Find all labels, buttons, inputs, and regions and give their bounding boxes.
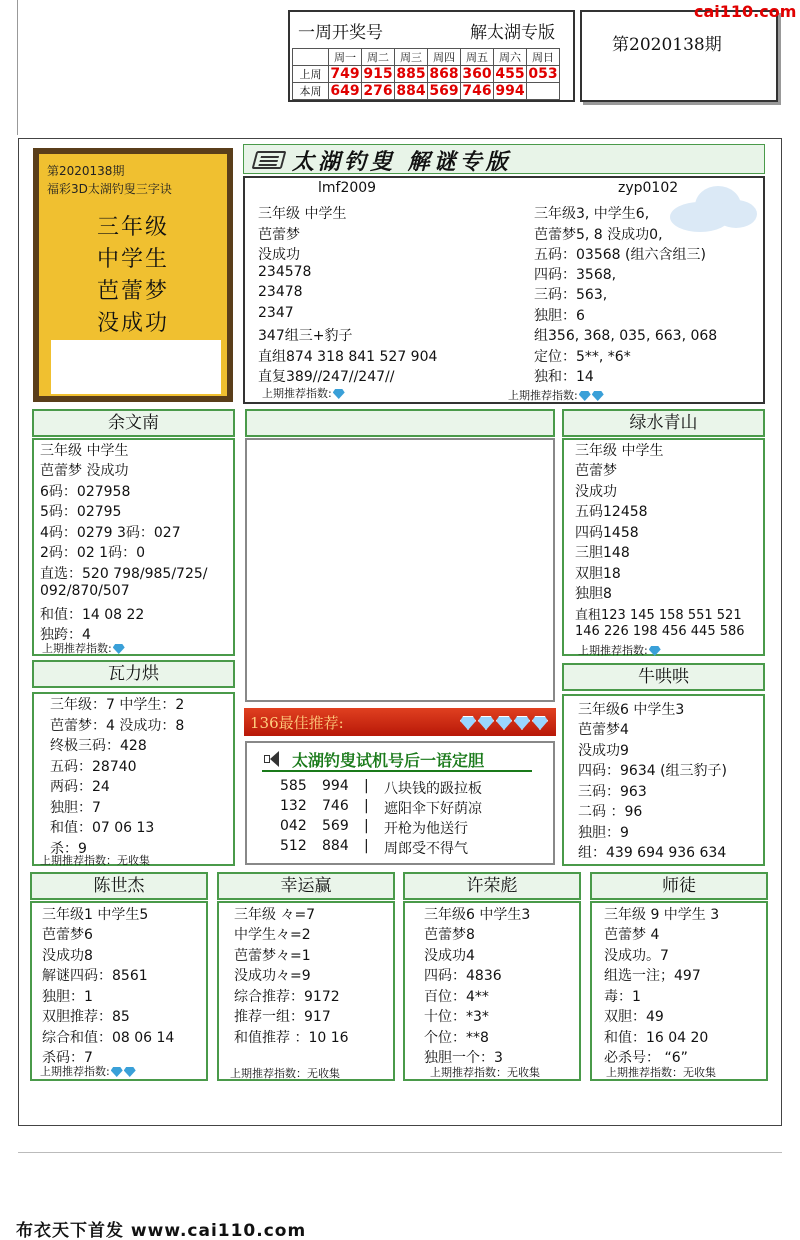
yuwennan-line: 4码：0279 3码：027 xyxy=(40,525,181,541)
niuhonghong-line: 没成功9 xyxy=(578,743,629,759)
yuwennan-line: 芭蕾梦 没成功 xyxy=(40,463,129,479)
section-header: 绿水青山 xyxy=(562,409,765,437)
chenshijie-line: 没成功8 xyxy=(42,948,93,964)
trial-a: 512 xyxy=(280,838,307,854)
day-header: 周六 xyxy=(494,49,527,66)
issue-box xyxy=(580,10,778,102)
book-icon xyxy=(252,151,287,169)
trial-a: 132 xyxy=(280,798,307,814)
trial-title: 太湖钓叟试机号后一语定胆 xyxy=(292,751,485,770)
trial-sep: | xyxy=(364,778,369,794)
niuhonghong-line: 独胆：9 xyxy=(578,825,629,841)
row-label: 上周 xyxy=(293,66,329,83)
xingyunying-line: 三年级 々=7 xyxy=(234,907,316,923)
xurongbiao-line: 四码：4836 xyxy=(424,968,502,984)
main-right-line: 芭蕾梦5, 8 没成功0, xyxy=(534,227,663,243)
day-header: 周日 xyxy=(527,49,560,66)
shitu-line: 双胆：49 xyxy=(604,1009,664,1025)
rating-label: 上期推荐指数: xyxy=(42,640,125,656)
rating-label: 上期推荐指数：无收集 xyxy=(230,1067,340,1080)
main-right-line: 定位：5**, *6* xyxy=(534,349,631,365)
gold-line: 没成功 xyxy=(97,311,170,336)
diamond-icon xyxy=(592,391,604,401)
main-title: 太湖钓叟 解谜专版 xyxy=(292,149,512,175)
walihong-line: 两码：24 xyxy=(50,779,110,795)
yuwennan-line: 三年级 中学生 xyxy=(40,443,129,459)
yuwennan-line: 5码：02795 xyxy=(40,504,122,520)
yuwennan-line: 092/870/507 xyxy=(40,583,130,599)
xingyunying-line: 芭蕾梦々=1 xyxy=(234,948,311,964)
main-right-line: 三年级3, 中学生6, xyxy=(534,206,650,222)
xingyunying-line: 综合推荐：9172 xyxy=(234,989,340,1005)
main-left-line: 23478 xyxy=(258,284,303,300)
xingyunying-line: 没成功々=9 xyxy=(234,968,311,984)
section-header: 瓦力烘 xyxy=(32,660,235,688)
trial-a: 585 xyxy=(280,778,307,794)
xurongbiao-line: 十位：*3* xyxy=(424,1009,489,1025)
issue-number: 第2020138期 xyxy=(612,35,722,55)
draw-number: 649 xyxy=(330,83,360,99)
main-left-line: 直复389//247//247// xyxy=(258,369,395,385)
weekly-results-panel xyxy=(288,10,575,102)
draw-number: 276 xyxy=(363,83,393,99)
author-name: lmf2009 xyxy=(318,180,377,196)
day-header: 周三 xyxy=(395,49,428,66)
day-header: 周五 xyxy=(461,49,494,66)
draw-number: 915 xyxy=(363,66,393,82)
rating-label: 上期推荐指数：无收集 xyxy=(430,1066,540,1079)
walihong-line: 杀：9 xyxy=(50,841,87,857)
xurongbiao-line: 独胆一个：3 xyxy=(424,1050,503,1066)
rating-label: 上期推荐指数: xyxy=(262,385,345,401)
walihong-line: 和值：07 06 13 xyxy=(50,820,155,836)
diamond-icon xyxy=(460,716,476,730)
diamond-icon xyxy=(532,716,548,730)
walihong-line: 独胆：7 xyxy=(50,800,101,816)
chenshijie-line: 综合和值：08 06 14 xyxy=(42,1030,175,1046)
lvshui-line: 直租123 145 158 551 521 xyxy=(575,608,742,623)
xurongbiao-line: 百位：4** xyxy=(424,989,489,1005)
diamond-icon xyxy=(478,716,494,730)
yuwennan-line: 和值：14 08 22 xyxy=(40,607,145,623)
walihong-line: 芭蕾梦：4 没成功：8 xyxy=(50,718,185,734)
walihong-line: 五码：28740 xyxy=(50,759,137,775)
lvshui-line: 四码1458 xyxy=(575,525,639,541)
trial-sep: | xyxy=(364,818,369,834)
niuhonghong-line: 组：439 694 936 634 xyxy=(578,845,727,861)
draw-number: 746 xyxy=(462,83,492,99)
xingyunying-line: 和值推荐 ：10 16 xyxy=(234,1030,349,1046)
chenshijie-line: 解谜四码：8561 xyxy=(42,968,148,984)
trial-sep: | xyxy=(364,798,369,814)
trial-text: 周郎受不得气 xyxy=(384,841,468,857)
walihong-line: 终极三码：428 xyxy=(50,738,147,754)
xingyunying-line: 推荐一组：917 xyxy=(234,1009,331,1025)
draw-number: 749 xyxy=(330,66,360,82)
diamond-icon xyxy=(579,391,591,401)
footer-text: 布衣天下首发 www.cai110.com xyxy=(16,1221,307,1240)
xurongbiao-line: 三年级6 中学生3 xyxy=(424,907,531,923)
rating-label: 上期推荐指数: xyxy=(578,642,661,658)
section-header: 余文南 xyxy=(32,409,235,437)
rating-label: 上期推荐指数: xyxy=(508,387,604,403)
trial-sep: | xyxy=(364,838,369,854)
diamond-icon xyxy=(333,389,345,399)
niuhonghong-line: 四码：9634 (组三豹子) xyxy=(578,763,728,779)
trial-b: 994 xyxy=(322,778,349,794)
niuhonghong-line: 三码：963 xyxy=(578,784,647,800)
lvshui-line: 芭蕾梦 xyxy=(575,463,617,479)
main-left-line: 三年级 中学生 xyxy=(258,206,347,222)
chenshijie-line: 双胆推荐：85 xyxy=(42,1009,130,1025)
section-header: 师徒 xyxy=(590,872,768,900)
main-right-line: 组356, 368, 035, 663, 068 xyxy=(534,328,718,344)
lvshui-line: 三胆148 xyxy=(575,545,630,561)
section-header: 牛哄哄 xyxy=(562,663,765,691)
day-header: 周四 xyxy=(428,49,461,66)
lvshui-line: 没成功 xyxy=(575,484,617,500)
shitu-line: 三年级 9 中学生 3 xyxy=(604,907,720,923)
trial-underline xyxy=(262,770,532,772)
gold-line: 芭蕾梦 xyxy=(97,279,170,304)
draw-number: 994 xyxy=(495,83,525,99)
draw-number: 053 xyxy=(528,66,558,82)
trial-text: 开枪为他送行 xyxy=(384,821,468,837)
draw-number: 569 xyxy=(429,83,459,99)
left-divider xyxy=(0,0,18,135)
weekly-table xyxy=(292,48,560,100)
main-right-line: 五码：03568 (组六含组三) xyxy=(534,247,706,263)
main-right-line: 四码：3568, xyxy=(534,267,617,283)
chenshijie-line: 独胆：1 xyxy=(42,989,93,1005)
rating-label: 上期推荐指数: xyxy=(40,1063,136,1079)
yuwennan-line: 6码：027958 xyxy=(40,484,131,500)
day-header: 周二 xyxy=(362,49,395,66)
diamond-icon xyxy=(113,644,125,654)
row-label: 本周 xyxy=(293,83,329,100)
shitu-line: 必杀号： “6” xyxy=(604,1050,688,1066)
diamond-icon xyxy=(649,646,661,656)
diamond-icon xyxy=(124,1067,136,1077)
draw-number: 360 xyxy=(462,66,492,82)
brand-logo[interactable]: cai110.com xyxy=(694,2,797,21)
trial-b: 884 xyxy=(322,838,349,854)
shitu-line: 芭蕾梦 4 xyxy=(604,927,660,943)
main-left-line: 芭蕾梦 xyxy=(258,227,300,243)
yuwennan-line: 直选：520 798/985/725/ xyxy=(40,566,208,582)
main-left-line: 234578 xyxy=(258,264,312,280)
gold-line: 中学生 xyxy=(97,247,170,272)
trial-text: 八块钱的趿拉板 xyxy=(384,781,482,797)
section-header: 幸运赢 xyxy=(217,872,395,900)
niuhonghong-line: 芭蕾梦4 xyxy=(578,722,629,738)
main-title-bar xyxy=(243,144,765,174)
lvshui-line: 双胆18 xyxy=(575,566,621,582)
rating-label: 上期推荐指数：无收集 xyxy=(606,1066,716,1079)
walihong-line: 三年级：7 中学生：2 xyxy=(50,697,185,713)
best-recommend-bar xyxy=(244,708,556,736)
main-left-line: 没成功 xyxy=(258,247,300,263)
diamond-icon xyxy=(496,716,512,730)
speaker-icon xyxy=(262,750,286,768)
chenshijie-line: 三年级1 中学生5 xyxy=(42,907,149,923)
gold-blank xyxy=(51,340,221,394)
gold-issue: 第2020138期 xyxy=(47,164,125,178)
trial-b: 569 xyxy=(322,818,349,834)
draw-number: 455 xyxy=(495,66,525,82)
niuhonghong-line: 三年级6 中学生3 xyxy=(578,702,685,718)
main-right-line: 独胆：6 xyxy=(534,308,585,324)
xurongbiao-line: 芭蕾梦8 xyxy=(424,927,475,943)
lvshui-line: 146 226 198 456 445 586 xyxy=(575,624,745,639)
trial-text: 遮阳伞下好荫凉 xyxy=(384,801,482,817)
edition-title: 解太湖专版 xyxy=(470,23,555,43)
xingyunying-line: 中学生々=2 xyxy=(234,927,311,943)
best-recommend-label: 136最佳推荐: xyxy=(250,714,344,732)
trial-b: 746 xyxy=(322,798,349,814)
draw-number xyxy=(527,83,560,100)
shitu-line: 和值：16 04 20 xyxy=(604,1030,709,1046)
draw-number: 884 xyxy=(396,83,426,99)
trial-a: 042 xyxy=(280,818,307,834)
yuwennan-line: 2码：02 1码：0 xyxy=(40,545,145,561)
draw-number: 885 xyxy=(396,66,426,82)
draw-number: 868 xyxy=(429,66,459,82)
lvshui-line: 独胆8 xyxy=(575,586,612,602)
author-name: zyp0102 xyxy=(618,180,679,196)
chenshijie-line: 杀码：7 xyxy=(42,1050,93,1066)
lvshui-line: 五码12458 xyxy=(575,504,648,520)
niuhonghong-line: 二码 ：96 xyxy=(578,804,643,820)
main-left-line: 直组874 318 841 527 904 xyxy=(258,349,438,365)
rating-label: 上期推荐指数：无收集 xyxy=(40,854,150,867)
diamond-icon xyxy=(111,1067,123,1077)
main-left-line: 2347 xyxy=(258,305,294,321)
lvshui-line: 三年级 中学生 xyxy=(575,443,664,459)
main-left-line: 347组三+豹子 xyxy=(258,328,353,344)
section-header: 陈世杰 xyxy=(30,872,208,900)
gold-card xyxy=(33,148,233,402)
gold-name: 福彩3D太湖钓叟三字诀 xyxy=(47,182,172,196)
gold-line: 三年级 xyxy=(97,215,170,240)
footer-divider xyxy=(18,1152,782,1153)
shitu-line: 没成功。7 xyxy=(604,948,669,964)
center-header xyxy=(245,409,555,437)
shitu-line: 毒：1 xyxy=(604,989,641,1005)
section-header: 许荣彪 xyxy=(403,872,581,900)
diamond-icon xyxy=(514,716,530,730)
main-right-line: 独和：14 xyxy=(534,369,594,385)
center-blank-panel xyxy=(245,438,555,702)
shitu-line: 组选一注；497 xyxy=(604,968,701,984)
xurongbiao-line: 个位：**8 xyxy=(424,1030,489,1046)
yuwennan-line: 独跨：4 xyxy=(40,627,91,643)
main-right-line: 三码：563, xyxy=(534,287,608,303)
weekly-title: 一周开奖号 xyxy=(298,23,383,43)
day-header: 周一 xyxy=(329,49,362,66)
xurongbiao-line: 没成功4 xyxy=(424,948,475,964)
chenshijie-line: 芭蕾梦6 xyxy=(42,927,93,943)
